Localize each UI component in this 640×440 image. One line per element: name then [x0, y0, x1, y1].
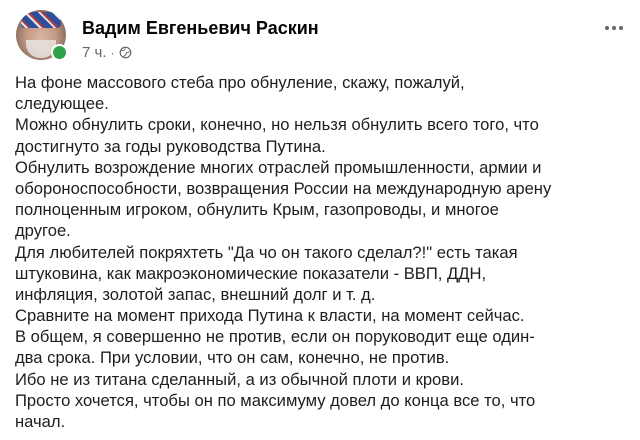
more-options-button[interactable]	[600, 18, 628, 38]
post-text-line: Сравните на момент прихода Путина к власти, на момент сейчас.	[15, 306, 525, 326]
post-text-line: полноценным игроком, обнулить Крым, газопроводы, и многое	[15, 200, 499, 220]
more-dot	[619, 26, 623, 30]
post-text-line: достигнуто за годы руководства Путина.	[15, 136, 326, 156]
post-text-line: начал.	[15, 412, 66, 431]
post-text-line: инфляция, золотой запас, внешний долг и т. д.	[15, 284, 376, 304]
avatar-bandana	[21, 12, 61, 28]
post-text-line: Можно обнулить сроки, конечно, но нельзя обнулить всего того, что	[15, 115, 539, 135]
more-dot	[612, 26, 616, 30]
post-text-line: Для любителей покряхтеть "Да чо он такого сделал?!" есть такая	[15, 242, 518, 262]
author-avatar[interactable]	[16, 10, 66, 60]
post-text-line: Обнулить возрождение многих отраслей промышленности, армии и	[15, 157, 542, 177]
post-text	[15, 72, 620, 432]
post-text-line: В общем, я совершенно не против, если он поруководит еще один-	[15, 327, 535, 347]
post-text-line: следующее.	[15, 94, 109, 114]
more-dot	[605, 26, 609, 30]
post-text-line: два срока. При условии, что он сам, конечно, не против.	[15, 348, 450, 368]
online-status-indicator	[51, 44, 68, 61]
post-text-line: штуковина, как макроэкономические показатели - ВВП, ДДН,	[15, 263, 487, 283]
post-timestamp[interactable]: 7 ч.	[82, 44, 107, 61]
post-header	[12, 10, 628, 64]
post-meta	[82, 44, 132, 61]
author-name[interactable]: Вадим Евгеньевич Раскин	[82, 18, 319, 38]
meta-separator: ·	[110, 45, 115, 60]
globe-icon[interactable]	[119, 46, 132, 59]
post-text-line: Ибо не из титана сделанный, а из обычной плоти и крови.	[15, 369, 464, 389]
post-text-line: На фоне массового стеба про обнуление, скажу, пожалуй,	[15, 73, 465, 92]
post-text-line: другое.	[15, 221, 71, 241]
post-text-line: Просто хочется, чтобы он по максимуму довел до конца все то, что	[15, 390, 536, 410]
post-text-line: обороноспособности, возвращения России на международную арену	[15, 178, 552, 198]
